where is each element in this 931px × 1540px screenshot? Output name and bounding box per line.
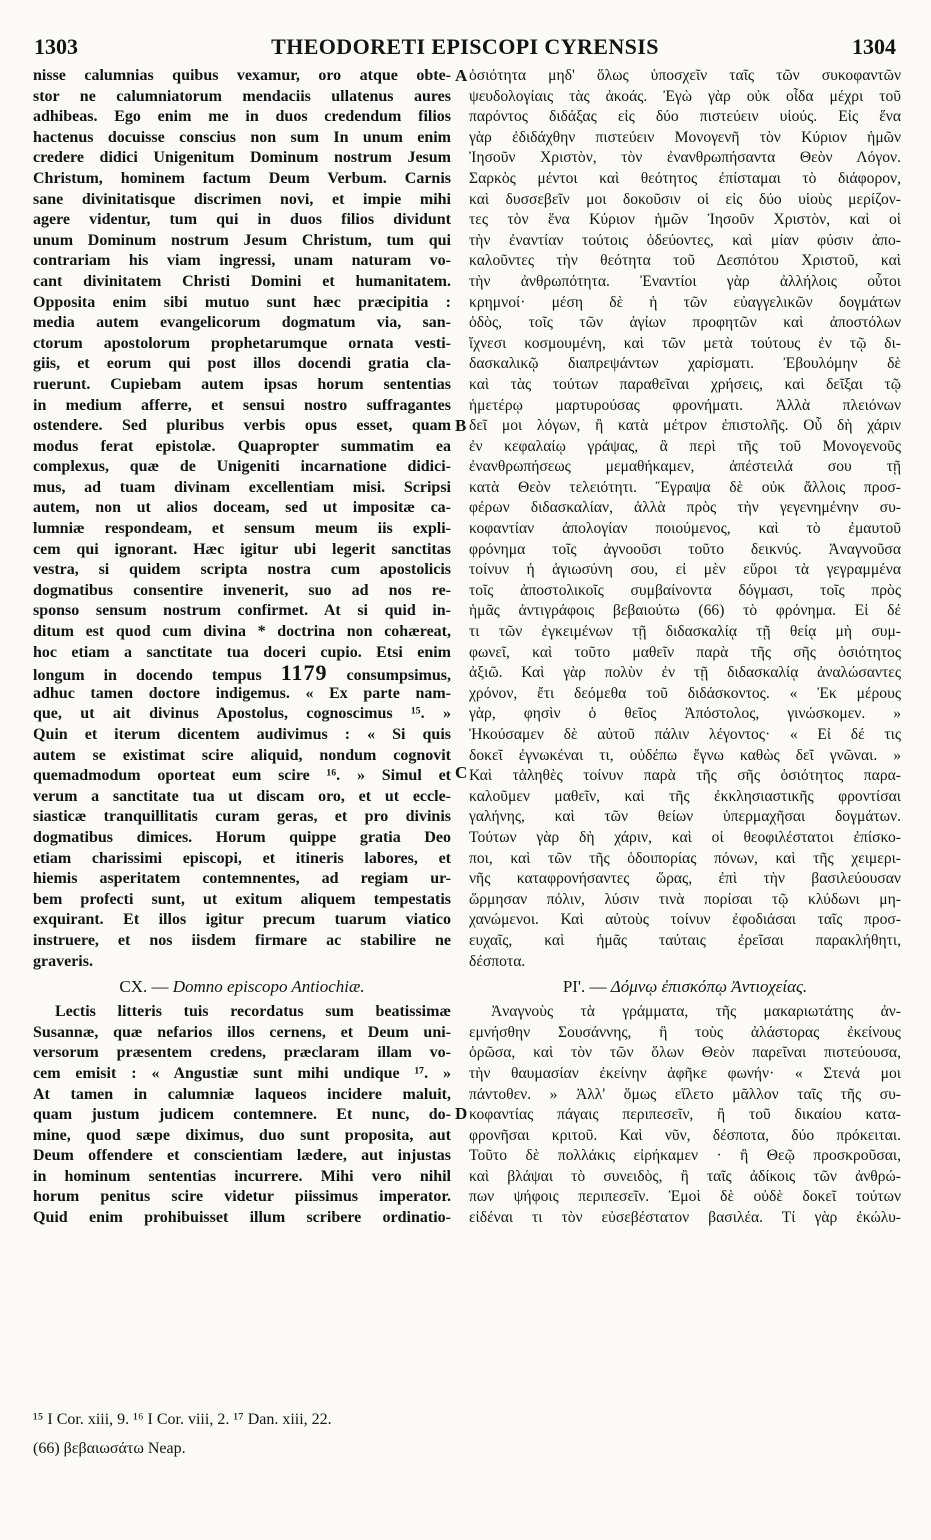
text-line: ὁσιότητα μηδ' ὅλως ὑποσχεῖν ταῖς τῶν συκοφαντῶν xyxy=(469,67,901,84)
text-line: ὁρῶσα, καὶ τὸν τῶν ὅλων Θεὸν παρεῖναι πιστεύουσα, xyxy=(469,1044,901,1062)
text-line: κατὰ Θεὸν τελειότητι. Ἔγραψα δὲ οὐκ ἄλλοις προσ- xyxy=(469,478,901,496)
text-line: πων ψήφοις περιπεσεῖν. Ἐμοὶ δὲ οὐδὲ δοκεῖ τούτων xyxy=(469,1188,901,1206)
text-line: Ἠκούσαμεν δὲ αὐτοῦ πάλιν λέγοντος· « Εἰ δέ τις xyxy=(469,726,901,743)
text-line: Deum offendere et conscientiam lædere, aut injustas xyxy=(33,1147,451,1165)
text-line: Susannæ, quæ nefarios illos cernens, et Deum uni- xyxy=(33,1023,451,1041)
text-line: ἡμᾶς ἀντιγράφοις βεβαιούτω (66) τὸ φρόνημα. Εἰ δέ xyxy=(469,602,901,620)
text-line: lumniæ respondeam, et sensum meum iis expli- xyxy=(33,520,451,538)
latin-text-top xyxy=(33,66,451,663)
text-line: exquirant. Et illos igitur precum tuarum viatico xyxy=(33,911,451,929)
text-line: in hominum sententias incurrere. Mihi vero nihil xyxy=(33,1167,451,1185)
text-line: cem qui ignorant. Hæc igitur ubi legerit sanctitas xyxy=(33,540,451,558)
text-line: καὶ βλάψαι τὸ συνειδὸς, ἢ ταῖς ἀδίκοις τῶν ἀνθρώ- xyxy=(469,1167,901,1185)
text-line: vestra, si quidem scripta nostra cum apostolicis xyxy=(33,561,451,579)
text-line: contrariam his viam ingressi, unam naturam vo- xyxy=(33,252,451,270)
text-line: que, ut ait divinus Apostolus, cognoscimus ¹⁵. » xyxy=(33,705,451,723)
footnote-references: ¹⁵ I Cor. xiii, 9. ¹⁶ I Cor. viii, 2. ¹⁷ Dan. xiii, 22. xyxy=(33,1411,332,1428)
page-header xyxy=(34,34,896,64)
text-line: adhuc tamen doctore indigemus. « Ex parte nam- xyxy=(33,684,451,702)
text-line: ευχαῖς, καὶ ἡμᾶς ταύταις ἐρεῖσαι παρακλήθητι, xyxy=(469,931,901,949)
column-number-1179: 1179 xyxy=(280,660,328,686)
footnotes xyxy=(33,1410,473,1459)
text-line: Τούτων γὰρ δὴ χάριν, καὶ οἱ θεοφιλέστατοι ἐπίσκο- xyxy=(469,828,901,846)
text-line: χρόνον, ἔτι δεόμεθα τοῦ διδάσκοντος. « Ἐκ μέρους xyxy=(469,684,901,702)
text-line: ποι, καὶ τῶν τῆς ὁδοιπορίας πόνων, καὶ τῆς χειμερι- xyxy=(469,849,901,867)
margin-letter-c: C xyxy=(455,763,468,782)
text-line: ἀξιῶ. Καὶ γὰρ πολὺν ἐν τῇ διδασκαλίᾳ ἀναλώσαντες xyxy=(469,664,901,682)
text-line: unum Dominum nostrum Jesum Christum, tum qui xyxy=(33,231,451,249)
margin-letter-b: B xyxy=(455,416,467,435)
text-line: καὶ δυσσεβεῖν μοι δοκοῦσιν οἱ εἰς δύο υἱοὺς μερίζον- xyxy=(469,190,901,208)
text-line: dogmatibus consentire invenerit, suo ad nos re- xyxy=(33,581,451,599)
text-line: media autem evangelicorum dogmatum via, san- xyxy=(33,314,451,332)
text-line: nisse calumnias quibus vexamur, oro atque obte- xyxy=(33,67,451,84)
page-number-left: 1303 xyxy=(34,34,78,59)
text-line: ἴχνεσι κοσμουμένη, καὶ τῶν μετὰ τούτους ἐν τῷ δι- xyxy=(469,334,901,352)
greek-text-bottom xyxy=(469,1002,901,1229)
text-line: τοίνυν ἡ ἁγιωσύνη σου, εἰ μὲν εὕροι τὰ γεγραμμένα xyxy=(469,561,901,579)
text-line: Quin et iterum dicentem audivimus : « Si quis xyxy=(33,726,451,743)
text-line: ἐνανθρωπήσεως μεμαθήκαμεν, ἀπέστειλά σου τῇ xyxy=(469,458,901,476)
text-line: Lectis litteris tuis recordatus sum beatissimæ xyxy=(55,1003,451,1021)
text-line: cant divinitatem Christi Domini et humanitatem. xyxy=(33,272,451,290)
text-line: εἰδέναι τι τὸν εὐσεβέστατον βασιλέα. Τί γὰρ ἐκώλυ- xyxy=(469,1209,901,1227)
text-line: χανώμενοι. Καὶ αὐτοὺς τοίνυν ἐφοδιάσαι ταῖς προσ- xyxy=(469,911,901,929)
text-line: νῆς καταφρονήσαντες ὥρας, ἐπὶ τὴν βασιλεύουσαν xyxy=(469,870,901,888)
running-title: THEODORETI EPISCOPI CYRENSIS xyxy=(271,34,659,59)
text-line: παρόντος διδάξας εἰς δύο πιστεύειν υἱούς. Εἰς ἕνα xyxy=(469,108,901,126)
text-line: φωνεῖ, καὶ τοῦτο μαθεῖν παρὰ τῆς σῆς ὁσιότητος xyxy=(469,643,901,661)
text-line: etiam charissimi episcopi, et itineris labores, et xyxy=(33,849,451,867)
text-line: ἐν κεφαλαίῳ γράψας, ἃ περὶ τῆς τοῦ Μονογενοῦς xyxy=(469,437,901,455)
text-line: πάντοθεν. » Ἀλλ' ὅμως εἵλετο μᾶλλον ταῖς τῆς συ- xyxy=(469,1085,901,1103)
text-line: Opposita enim sibi mutuo sunt hæc præcipitia : xyxy=(33,293,451,311)
text-line: verum a sanctitate tua ut discam oro, et ut eccle- xyxy=(33,787,451,805)
latin-text-bottom xyxy=(33,1002,451,1229)
text-line: δέσποτα. xyxy=(469,952,526,970)
text-line: δασκαλικῷ διαπρεψάντων χαρίσματι. Ἐβουλόμην δὲ xyxy=(469,355,901,373)
text-line: agere videntur, tum qui in duos filios dividunt xyxy=(33,211,451,229)
text-line: hactenus docuisse conscius non sum In unum enim xyxy=(33,128,451,146)
greek-text-top xyxy=(469,66,901,972)
text-line: cem emisit : « Angustiæ sunt mihi undique ¹⁷. » xyxy=(33,1064,451,1082)
text-line: δοκεῖ ἐγνωκέναι τι, οὐδέπω ἔγνω καθὼς δεῖ γνῶναι. » xyxy=(469,746,901,764)
text-line: autem, non ut alios doceam, sed ut impositæ ca- xyxy=(33,499,451,517)
text-line: quemadmodum oporteat eum scire ¹⁶. » Simul et xyxy=(33,767,451,785)
text-line: γὰρ ἐδιδάχθην πιστεύειν Μονογενῆ τὸν Κύριον ἡμῶν xyxy=(469,128,901,146)
text-line: ὁδὸς, τοῖς τῶν ἁγίων προφητῶν καὶ ἀποστόλων xyxy=(469,314,901,332)
text-line: adhibeas. Ego enim me in duos credendum filios xyxy=(33,108,451,126)
text-line: ψευδολογίαις τὰς ἀκοάς. Ἐγὼ γὰρ οὐκ οἶδα μέχρι τοῦ xyxy=(469,87,901,105)
text-line: instruere, et nos iisdem firmare ac stabilire ne xyxy=(33,931,451,949)
text-line: autem se existimat scire aliquid, nondum cognovit xyxy=(33,746,451,764)
text-line: in medium afferre, et sensui nostro suffragantes xyxy=(33,396,451,414)
text-line: versorum præsentem credens, præclaram illam vo- xyxy=(33,1044,451,1062)
text-line: ctorum apostolorum prophetarumque ornata vesti- xyxy=(33,334,451,352)
text-line: ditum est quod cum divina * doctrina non cohæreat, xyxy=(33,623,451,641)
latin-text-middle xyxy=(33,684,451,972)
margin-letter-d: D xyxy=(455,1104,468,1123)
text-line: mine, quod sæpe diximus, duo sunt proposita, aut xyxy=(33,1126,451,1144)
text-line: ἡμετέρῳ μαρτυρούσας φρονήματι. Ἀλλὰ πλειόνων xyxy=(469,396,901,414)
latin-column xyxy=(33,66,451,1229)
text-line: mus, ad tuam divinam excellentiam misi. Scripsi xyxy=(33,478,451,496)
text-line: siasticæ tranquillitatis curam geras, et pro divinis xyxy=(33,808,451,826)
text-line: καλοῦμεν μαθεῖν, καὶ τῆς ἐκκλησιαστικῆς φροντίσαι xyxy=(469,787,901,805)
text-line: εμνήσθην Σουσάννης, ἣ τοὺς ἀλάστορας ἐκείνους xyxy=(469,1023,901,1041)
text-line: Σαρκὸς μέντοι καὶ θεότητος ἐπίσταμαι τὸ διάφορον, xyxy=(469,169,901,187)
text-line: modus ferat epistolæ. Quapropter summatim ea xyxy=(33,437,451,455)
text-line: τοῖς ἀποστολικοῖς συμβαίνοντα δόγμασι, τοῖς πρὸς xyxy=(469,581,901,599)
text-line: δεῖ μοι λόγων, ἢ κατὰ μέτρον ἐπιστολῆς. Οὗ δὴ χάριν xyxy=(469,417,901,435)
text-line: τὴν θαυμασίαν ἐκείνην ἀφῆκε φωνήν· « Στενά μοι xyxy=(469,1064,901,1082)
text-line: γαλήνης, καὶ τῶν θείων ὑπερμαχῆσαι δογμάτων. xyxy=(469,808,901,826)
text-line: sponso sensum nostrum confirmet. At si quid in- xyxy=(33,602,451,620)
text-line: τὴν ἐναντίαν τούτοις ὁδεύοντες, καὶ μίαν φύσιν ἀπο- xyxy=(469,231,901,249)
text-line: Quid enim prohibuisset illum scribere ordinatio- xyxy=(33,1209,451,1227)
latin-line-1179: longum in docendo tempus 1179 consumpsimus, xyxy=(33,660,452,686)
text-line: Ἰησοῦν Χριστὸν, τὸν ἐνανθρωπήσαντα Θεὸν Λόγον. xyxy=(469,149,901,167)
text-line: γὰρ, φησὶν ὁ θεῖος Ἀπόστολος, γινώσκομεν. » xyxy=(469,705,901,723)
text-line: Ἀναγνοὺς τὰ γράμματα, τῆς μακαριωτάτης ἀν- xyxy=(491,1003,901,1021)
greek-column xyxy=(469,66,901,1229)
margin-letter-a: A xyxy=(455,66,468,85)
text-line: graveris. xyxy=(33,952,93,970)
text-line: quam justum judicem contemnere. Et nunc, do- xyxy=(33,1106,451,1124)
text-line: dogmatibus dimices. Horum quippe gratia Deo xyxy=(33,828,451,846)
text-line: τὴν ἀνθρωπότητα. Ἐναντίοι γὰρ ἀλλήλοις οὗτοι xyxy=(469,272,901,290)
text-line: Τοῦτο δὲ πολλάκις εἰρήκαμεν · ἢ Θεῷ προσκροῦσαι, xyxy=(469,1147,901,1165)
text-line: ruerunt. Cupiebam autem ipsas horum sententias xyxy=(33,375,451,393)
latin-letter-heading: CX. — Domno episcopo Antiochiæ. xyxy=(119,977,365,997)
footnote-variant: (66) βεβαιωσάτω Neap. xyxy=(33,1439,186,1457)
text-line: giis, et eorum qui post illos docendi gratia cla- xyxy=(33,355,451,373)
text-line: ostendere. Sed pluribus verbis opus esset, quam xyxy=(33,417,451,435)
text-line: κοφαντίαν ἀπολογίαν ποιούμενος, καὶ τὸ ἐμαυτοῦ xyxy=(469,520,901,538)
greek-letter-heading: ΡΙ'. — Δόμνῳ ἐπισκόπῳ Ἀντιοχείας. xyxy=(562,977,808,997)
text-line: τι τῶν ἐγκειμένων τῇ διδασκαλίᾳ τῇ θείᾳ μὴ συμ- xyxy=(469,623,901,641)
text-line: credere didici Unigenitum Dominum nostrum Jesum xyxy=(33,149,451,167)
text-line: stor ne calumniatorum mendaciis ullatenus aures xyxy=(33,87,451,105)
text-line: sane divinitatisque discrimen novi, et impie mihi xyxy=(33,190,451,208)
text-line: Καὶ τἀληθὲς τοίνυν παρὰ τῆς σῆς ὁσιότητος παρα- xyxy=(469,767,901,785)
text-line: κρημνοί· μέση δὲ ἡ τῶν εὐαγγελικῶν δογμάτων xyxy=(469,293,901,311)
text-line: hiemis asperitatem contemnentes, ad regiam ur- xyxy=(33,870,451,888)
text-line: complexus, quæ de Unigeniti incarnatione didici- xyxy=(33,458,451,476)
text-line: καὶ τὰς τούτων παραθεῖναι χρήσεις, καὶ δεῖξαι τῷ xyxy=(469,375,901,393)
text-line: horum penitus scire videtur piissimus imperator. xyxy=(33,1188,451,1206)
text-line: bem profecti sunt, ut exitum aliquem tempestatis xyxy=(33,890,451,908)
text-line: φέρων διδασκαλίαν, ἀλλὰ πρὸς τὴν γεγενημένην συ- xyxy=(469,499,901,517)
text-line: At tamen in calumniæ laqueos incidere maluit, xyxy=(33,1085,451,1103)
text-line: τες τὸν ἕνα Κύριον ἡμῶν Ἰησοῦν Χριστὸν, καὶ οἱ xyxy=(469,211,901,229)
text-line: καλοῦντες τὴν θεότητα τοῦ Δεσπότου Χριστοῦ, καὶ xyxy=(469,252,901,270)
page-number-right: 1304 xyxy=(852,34,896,59)
text-line: φρονῆσαι κριτοῦ. Καὶ νῦν, δέσποτα, δύο πρόκειται. xyxy=(469,1126,901,1144)
text-line: κοφαντίας πάγαις περιπεσεῖν, ἢ τοῦ δικαίου κατα- xyxy=(469,1106,901,1124)
text-line: hoc etiam a sanctitate tua doceri cupio. Etsi enim xyxy=(33,643,451,661)
text-line: ὥρμησαν πόλιν, λύσιν τινὰ πορίσαι τῷ κλύδωνι μη- xyxy=(469,890,901,908)
text-line: φρόνημα τοῖς ἀγνοοῦσι τοῦτο δεικνύς. Ἀναγνοῦσα xyxy=(469,540,901,558)
text-line: Christum, hominem factum Deum Verbum. Carnis xyxy=(33,169,451,187)
